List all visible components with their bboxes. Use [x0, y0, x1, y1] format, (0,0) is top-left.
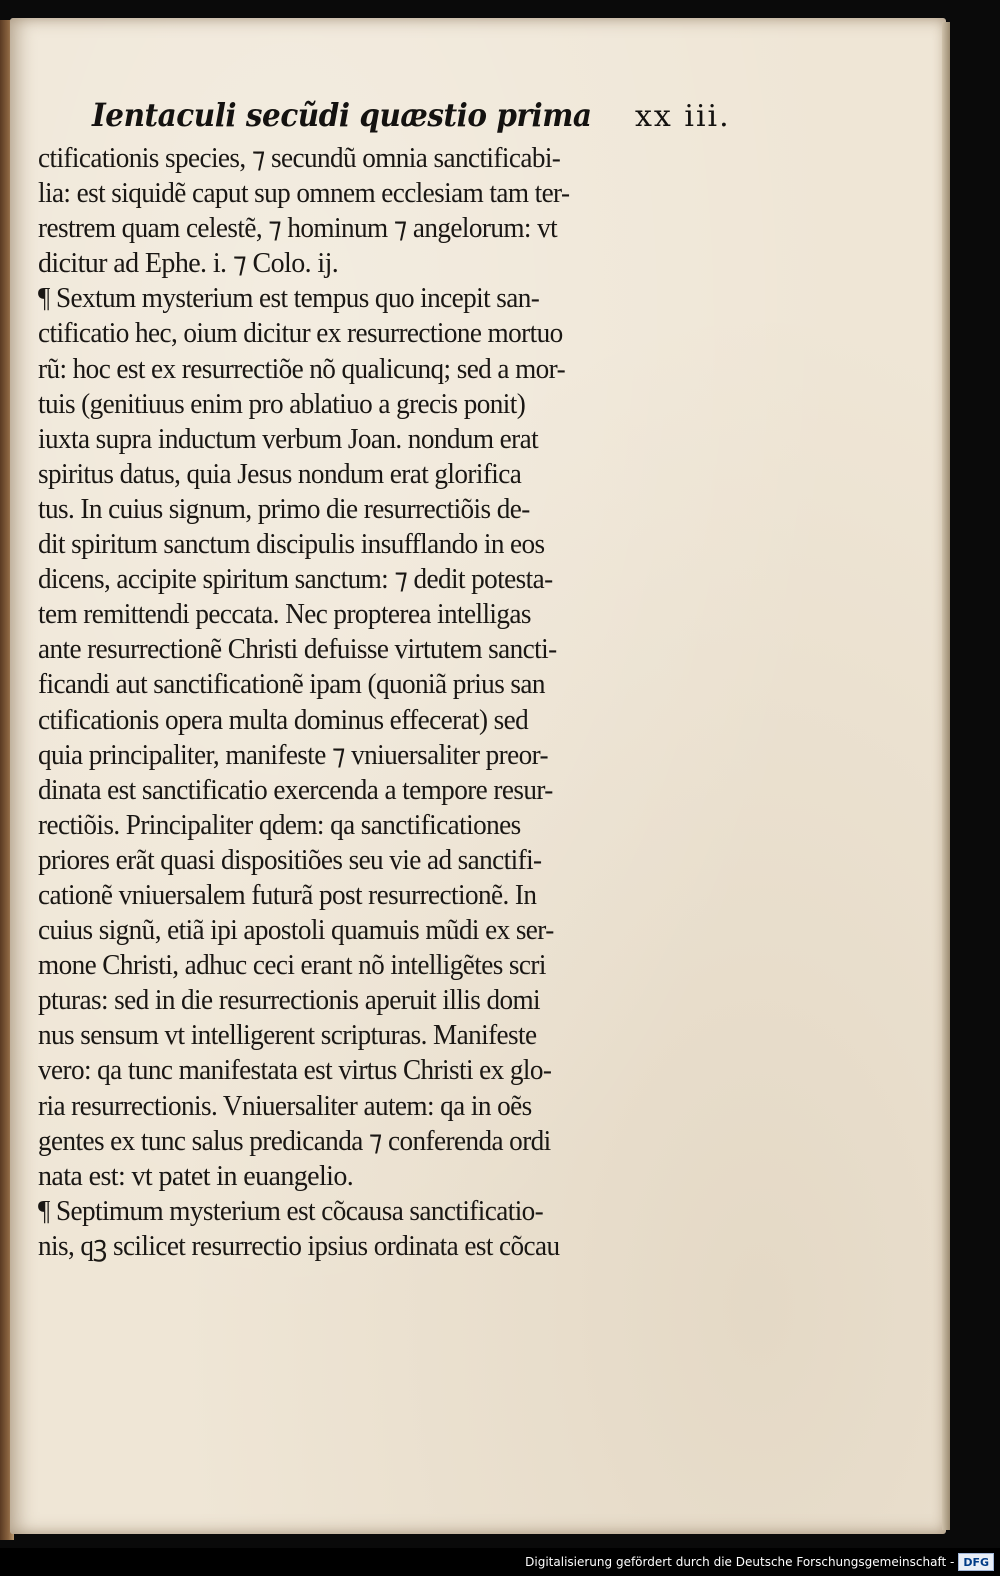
text-line: tus. In cuius signum, primo die resurrectiõis de- [38, 493, 530, 525]
text-line: nus sensum vt intelligerent scripturas. Manifeste [38, 1020, 537, 1052]
text-line: ficandi aut sanctificationẽ ipam (quoniã prius san [38, 669, 545, 701]
text-line: dit spiritum sanctum discipulis insufflando in eos [38, 529, 545, 561]
text-line: rectiõis. Principaliter qdem: qa sanctificationes [38, 809, 521, 841]
footer-bar [0, 1548, 1000, 1576]
running-head [92, 96, 731, 146]
folio-number: xx iii. [634, 99, 731, 134]
text-line: pturas: sed in die resurrectionis aperuit illis domi [38, 985, 541, 1017]
text-line: ante resurrectionẽ Christi defuisse virtutem sancti- [38, 634, 557, 666]
text-line: gentes ex tunc salus predicanda ⁊ conferenda ordi [38, 1125, 551, 1157]
funding-credit: Digitalisierung gefördert durch die Deutsche Forschungsgemeinschaft - [525, 1555, 955, 1569]
text-line: dicitur ad Ephe. i. ⁊ Colo. ij. [38, 248, 339, 280]
text-line: ria resurrectionis. Vniuersaliter autem: qa in oẽs [38, 1090, 532, 1122]
text-line: cationẽ vniuersalem futurã post resurrectionẽ. In [38, 879, 537, 911]
text-line: restrem quam celestẽ, ⁊ hominum ⁊ angelorum: vt [38, 213, 558, 245]
running-title: Ientaculi secũdi quæstio prima [92, 96, 592, 134]
page-fore-edge [942, 22, 950, 1530]
text-line: ctificationis species, ⁊ secundũ omnia sanctificabi- [38, 143, 561, 174]
text-line: dinata est sanctificatio exercenda a tempore resur- [38, 774, 553, 806]
text-line: tuis (genitiuus enim pro ablatiuo a grecis ponit) [38, 388, 526, 420]
text-line: ¶ Sextum mysterium est tempus quo incepit san- [38, 283, 540, 315]
text-line: mone Christi, adhuc ceci erant nõ intelligẽtes scri [38, 950, 546, 982]
text-line: spiritus datus, quia Jesus nondum erat glorifica [38, 458, 522, 490]
text-line: iuxta supra inductum verbum Joan. nondum erat [38, 423, 539, 455]
text-line: lia: est siquidẽ caput sup omnem ecclesiam tam ter- [38, 178, 570, 210]
text-line: cuius signũ, etiã ipi apostoli quamuis mũdi ex ser- [38, 915, 554, 947]
text-line: rũ: hoc est ex resurrectiõe nõ qualicunq; sed a mor- [38, 353, 566, 385]
text-line: ctificationis opera multa dominus effecerat) sed [38, 704, 529, 736]
dfg-logo: DFG [958, 1553, 994, 1571]
text-line: ctificatio hec, oium dicitur ex resurrectione mortuo [38, 318, 563, 350]
text-line: ¶ Septimum mysterium est cõcausa sanctificatio- [38, 1195, 544, 1227]
text-line: tem remittendi peccata. Nec propterea intelligas [38, 599, 531, 631]
text-line: vero: qa tunc manifestata est virtus Christi ex glo- [38, 1055, 552, 1087]
text-line: nata est: vt patet in euangelio. [38, 1160, 354, 1192]
text-line: priores erãt quasi dispositiões seu vie ad sanctifi- [38, 844, 542, 876]
text-line: quia principaliter, manifeste ⁊ vniuersaliter preor- [38, 739, 549, 771]
text-line: nis, qꝫ scilicet resurrectio ipsius ordinata est cõcau [38, 1230, 560, 1262]
text-line: dicens, accipite spiritum sanctum: ⁊ dedit potesta- [38, 564, 553, 596]
body-text [38, 141, 738, 1264]
